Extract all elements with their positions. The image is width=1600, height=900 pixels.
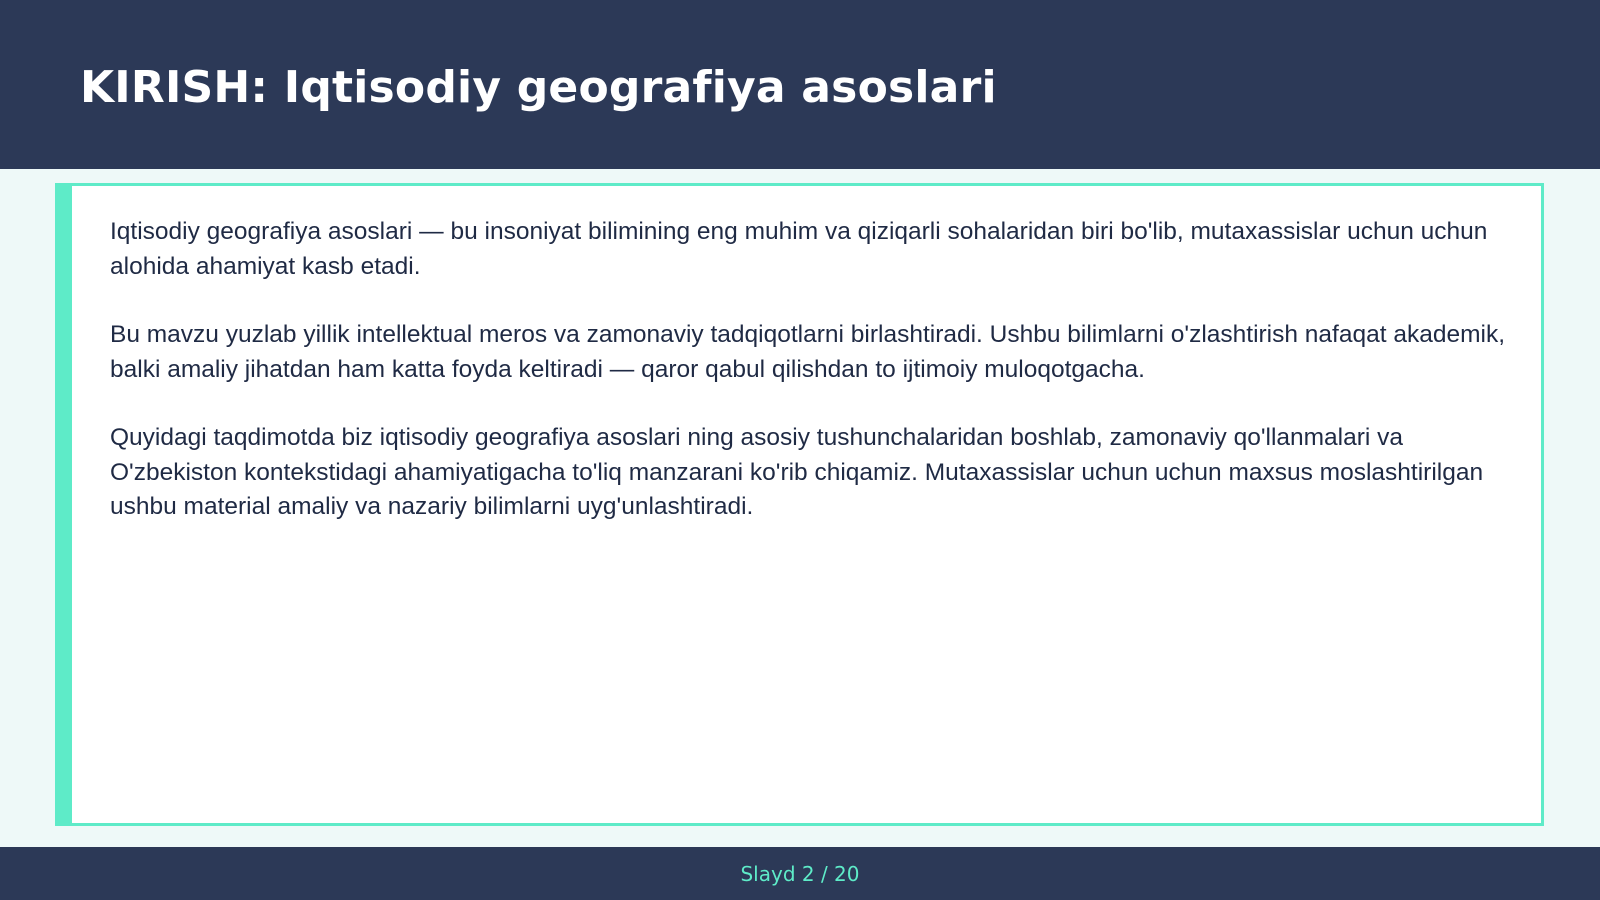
paragraph-1: Iqtisodiy geografiya asoslari — bu insoniyat bilimining eng muhim va qiziqarli sohalaridan biri bo'lib, mutaxassislar uchun uchun alohida ahamiyat kasb etadi. [110,218,1488,280]
paragraph-3: Quyidagi taqdimotda biz iqtisodiy geografiya asoslari ning asosiy tushunchalaridan boshlab, zamonaviy qo'llanmalari va O'zbekiston kontekstidagi ahamiyatigacha to'liq manzarani ko'rib chiqamiz. Mutaxassislar uchun uchun maxsus moslashtirilgan ushbu material amaliy va nazariy bilimlarni uyg'unlashtiradi. [110,424,1484,520]
slide-counter: Slayd 2 / 20 [740,862,860,886]
slide-title: KIRISH: Iqtisodiy geografiya asoslari [80,62,997,113]
body-text [110,215,1515,559]
paragraph-2: Bu mavzu yuzlab yillik intellektual meros va zamonaviy tadqiqotlarni birlashtiradi. Ushbu bilimlarni o'zlashtirish nafaqat akademik, balki amaliy jihatdan ham katta foyda keltiradi — qaror qabul qilishdan to ijtimoiy muloqotgacha. [110,321,1506,383]
